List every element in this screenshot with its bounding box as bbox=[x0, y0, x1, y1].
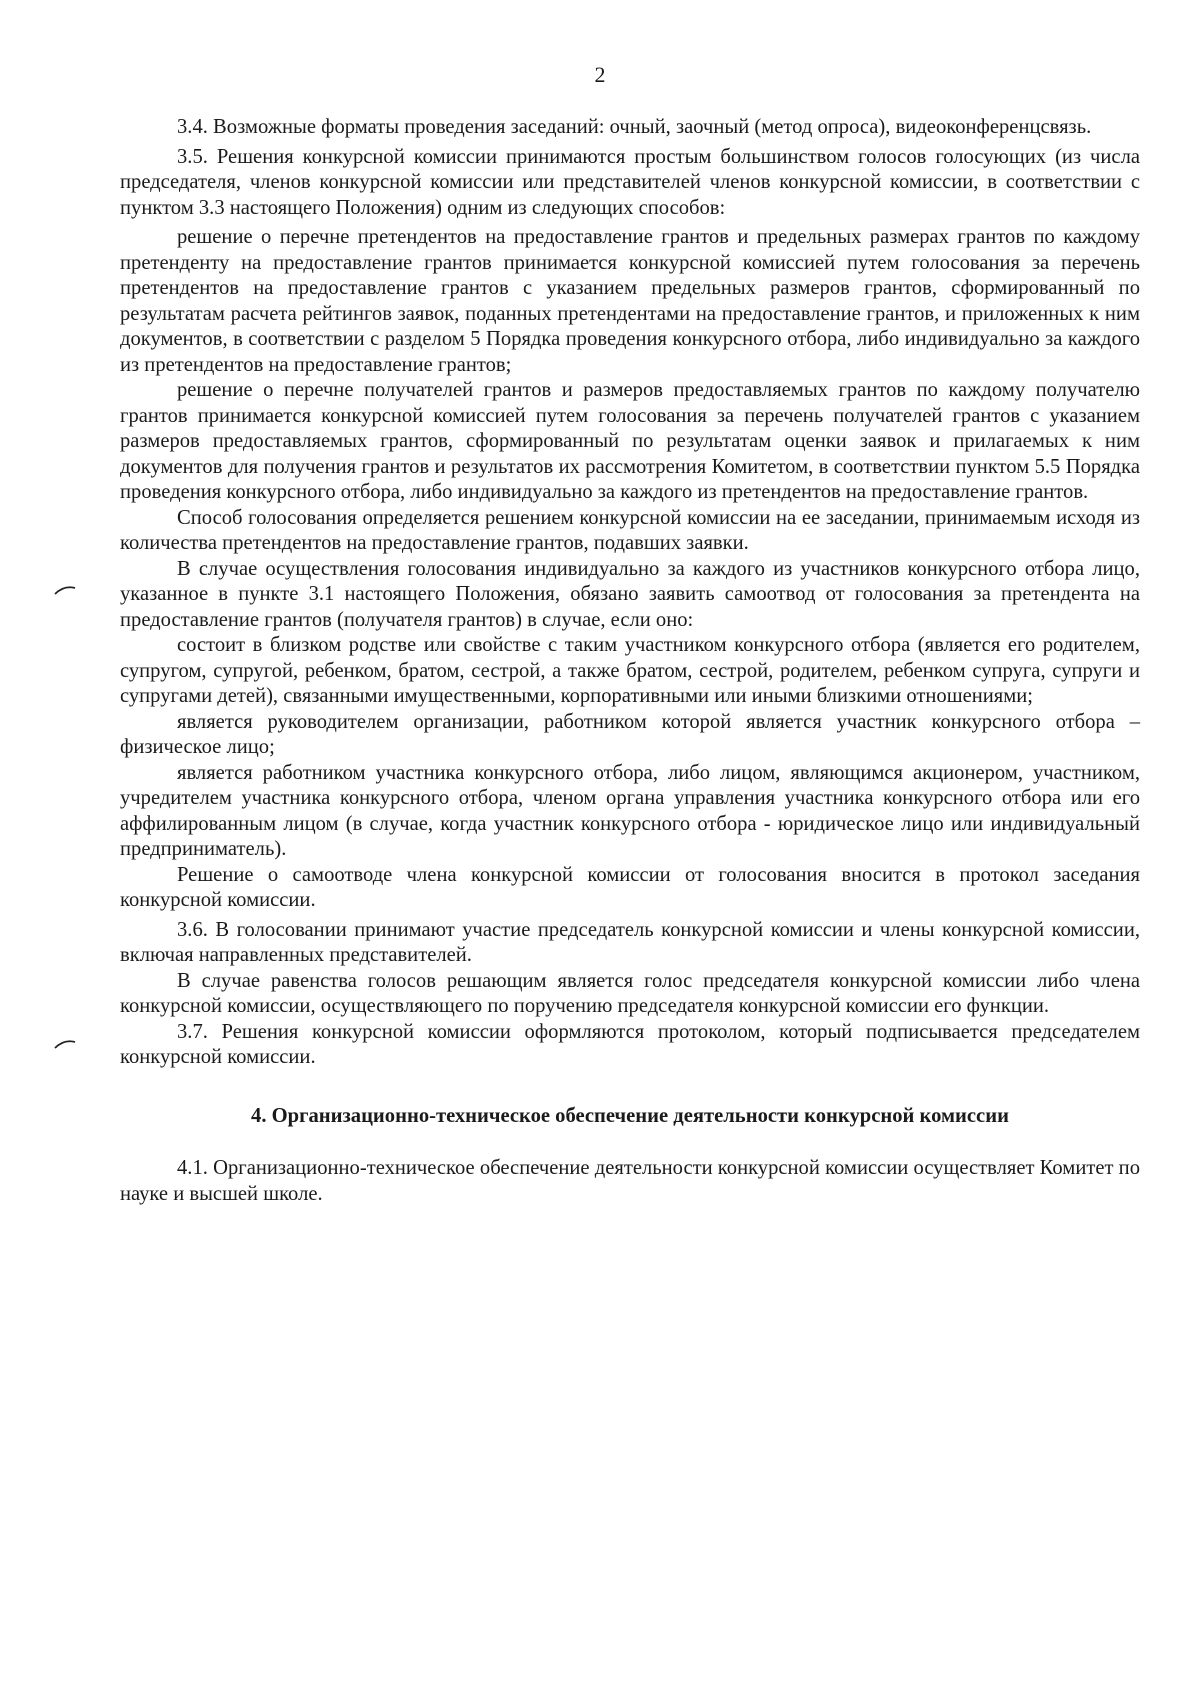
paragraph-self-recusal: В случае осуществления голосования индивидуально за каждого из участников конкурсного отбора лицо, указанное в пункте 3.1 настоящего Положения, обязано заявить самоотвод от голосования за претендента на предоставление грантов (получателя грантов) в случае, если оно: bbox=[120, 557, 1140, 631]
page-number: 2 bbox=[594, 62, 606, 87]
margin-mark bbox=[54, 1038, 76, 1050]
paragraph-recusal-protocol: Решение о самоотводе члена конкурсной комиссии от голосования вносится в протокол заседания конкурсной комиссии. bbox=[120, 863, 1140, 911]
paragraph-voting-method: Способ голосования определяется решением конкурсной комиссии на ее заседании, принимаемым исходя из количества претендентов на предоставление грантов, подавших заявки. bbox=[120, 506, 1140, 554]
paragraph-3-4: 3.4. Возможные форматы проведения заседаний: очный, заочный (метод опроса), видеоконференцсвязь. bbox=[177, 116, 1092, 138]
paragraph-3-6: 3.6. В голосовании принимают участие председатель конкурсной комиссии и члены конкурсной комиссии, включая направленных представителей. bbox=[120, 918, 1140, 966]
paragraph-4-1: 4.1. Организационно-техническое обеспечение деятельности конкурсной комиссии осуществляет Комитет по науке и высшей школе. bbox=[120, 1157, 1140, 1205]
paragraph-employee: является работником участника конкурсного отбора, либо лицом, являющимся акционером, участником, учредителем участника конкурсного отбора, членом органа управления участника конкурсного отбора или его аффилированным лицом (в случае, когда участник конкурсного отбора - юридическое лицо или индивидуальный предприниматель). bbox=[120, 761, 1140, 860]
paragraph-tie-vote: В случае равенства голосов решающим является голос председателя конкурсной комиссии либо члена конкурсной комиссии, осуществляющего по поручению председателя конкурсной комиссии его функции. bbox=[120, 969, 1140, 1017]
paragraph-3-7: 3.7. Решения конкурсной комиссии оформляются протоколом, который подписывается председателем конкурсной комиссии. bbox=[120, 1020, 1140, 1068]
margin-mark bbox=[54, 584, 76, 596]
paragraph-3-5: 3.5. Решения конкурсной комиссии принимаются простым большинством голосов голосующих (из числа председателя, членов конкурсной комиссии или представителей членов конкурсной комиссии, в соответствии с пунктом 3.3 настоящего Положения) одним из следующих способов: bbox=[120, 145, 1140, 219]
paragraph-kinship: состоит в близком родстве или свойстве с таким участником конкурсного отбора (является его родителем, супругом, супругой, ребенком, братом, сестрой, а также братом, сестрой, родителем, ребенком супруга, супруги и супругами детей), связанными имущественными, корпоративными или иными близкими отношениями; bbox=[120, 634, 1140, 707]
paragraph-decision-recipients: решение о перечне получателей грантов и размеров предоставляемых грантов по каждому получателю грантов принимается конкурсной комиссией путем голосования за перечень получателей грантов с указанием размеров предоставляемых грантов, сформированный по результатам оценки заявок и прилагаемых к ним документов для получения грантов и результатов их рассмотрения Комитетом, в соответствии пунктом 5.5 Порядка проведения конкурсного отбора, либо индивидуально за каждого из претендентов на предоставление грантов. bbox=[120, 379, 1140, 503]
paragraph-manager: является руководителем организации, работником которой является участник конкурсного отбора – физическое лицо; bbox=[120, 710, 1140, 758]
document-body bbox=[120, 115, 1140, 1207]
paragraph-decision-applicants: решение о перечне претендентов на предоставление грантов и предельных размерах грантов по каждому претенденту на предоставление грантов принимается конкурсной комиссией путем голосования за перечень претендентов на предоставление грантов с указанием предельных размеров грантов, сформированный по результатам расчета рейтингов заявок, поданных претендентами на предоставление грантов, и приложенных к ним документов, в соответствии с разделом 5 Порядка проведения конкурсного отбора, либо индивидуально за каждого из претендентов на предоставление грантов; bbox=[120, 226, 1140, 376]
section-heading: 4. Организационно-техническое обеспечение деятельности конкурсной комиссии bbox=[251, 1104, 1009, 1127]
